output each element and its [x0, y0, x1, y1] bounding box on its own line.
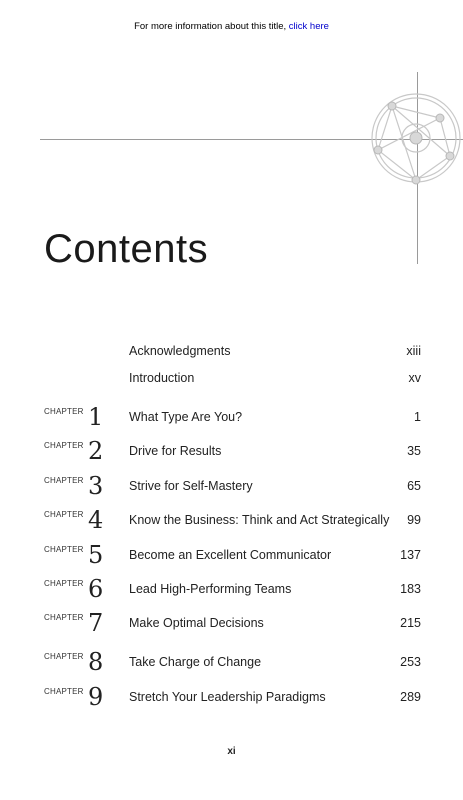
entry-page-number: 99	[407, 513, 421, 527]
entry-page-number: 183	[400, 582, 421, 596]
footer-page-number: xi	[227, 746, 236, 757]
entry-title[interactable]: Become an Excellent Communicator	[129, 548, 332, 562]
decorative-ornament-icon	[366, 88, 463, 188]
header-note	[0, 21, 463, 32]
toc-chapter-row[interactable]	[0, 541, 463, 569]
chapter-number: 8	[88, 648, 104, 676]
click-here-link[interactable]: click here	[288, 21, 329, 32]
entry-title[interactable]: Take Charge of Change	[129, 655, 262, 669]
chapter-number: 6	[88, 575, 104, 603]
toc-chapter-row[interactable]	[0, 683, 463, 711]
chapter-number: 5	[88, 541, 104, 569]
entry-title[interactable]: What Type Are You?	[129, 410, 243, 424]
chapter-number: 7	[88, 609, 104, 637]
entry-title[interactable]: Lead High-Performing Teams	[129, 582, 292, 596]
entry-page-number: xiii	[406, 344, 421, 358]
header-note-text: For more information about this title,	[134, 21, 289, 32]
chapter-label: CHAPTER	[44, 476, 84, 485]
chapter-label: CHAPTER	[44, 687, 84, 696]
entry-title[interactable]: Acknowledgments	[129, 344, 231, 358]
chapter-label: CHAPTER	[44, 652, 84, 661]
chapter-label: CHAPTER	[44, 579, 84, 588]
toc-chapter-row[interactable]	[0, 609, 463, 637]
toc-chapter-row[interactable]	[0, 403, 463, 431]
entry-title[interactable]: Strive for Self-Mastery	[129, 479, 253, 493]
toc-chapter-row[interactable]	[0, 437, 463, 465]
toc-chapter-row[interactable]	[0, 648, 463, 676]
chapter-label: CHAPTER	[44, 510, 84, 519]
toc-front-matter-row[interactable]	[0, 367, 463, 391]
entry-page-number: 1	[414, 410, 421, 424]
toc-chapter-row[interactable]	[0, 472, 463, 500]
entry-title[interactable]: Make Optimal Decisions	[129, 616, 264, 630]
chapter-number: 2	[88, 437, 104, 465]
chapter-label: CHAPTER	[44, 545, 84, 554]
toc-front-matter-row[interactable]	[0, 340, 463, 364]
chapter-number: 9	[88, 683, 104, 711]
entry-title[interactable]: Stretch Your Leadership Paradigms	[129, 690, 326, 704]
entry-title[interactable]: Introduction	[129, 371, 195, 385]
entry-page-number: 253	[400, 655, 421, 669]
entry-page-number: 137	[400, 548, 421, 562]
entry-page-number: 215	[400, 616, 421, 630]
toc-chapter-row[interactable]	[0, 506, 463, 534]
chapter-label: CHAPTER	[44, 441, 84, 450]
chapter-label: CHAPTER	[44, 407, 84, 416]
entry-page-number: xv	[408, 371, 421, 385]
entry-page-number: 289	[400, 690, 421, 704]
entry-title[interactable]: Drive for Results	[129, 444, 222, 458]
entry-title[interactable]: Know the Business: Think and Act Strategically	[129, 513, 390, 527]
toc-chapter-row[interactable]	[0, 575, 463, 603]
chapter-number: 4	[88, 506, 104, 534]
entry-page-number: 65	[407, 479, 421, 493]
page-title: Contents	[44, 227, 209, 271]
chapter-number: 1	[88, 403, 104, 431]
chapter-label: CHAPTER	[44, 613, 84, 622]
chapter-number: 3	[88, 472, 104, 500]
entry-page-number: 35	[407, 444, 421, 458]
